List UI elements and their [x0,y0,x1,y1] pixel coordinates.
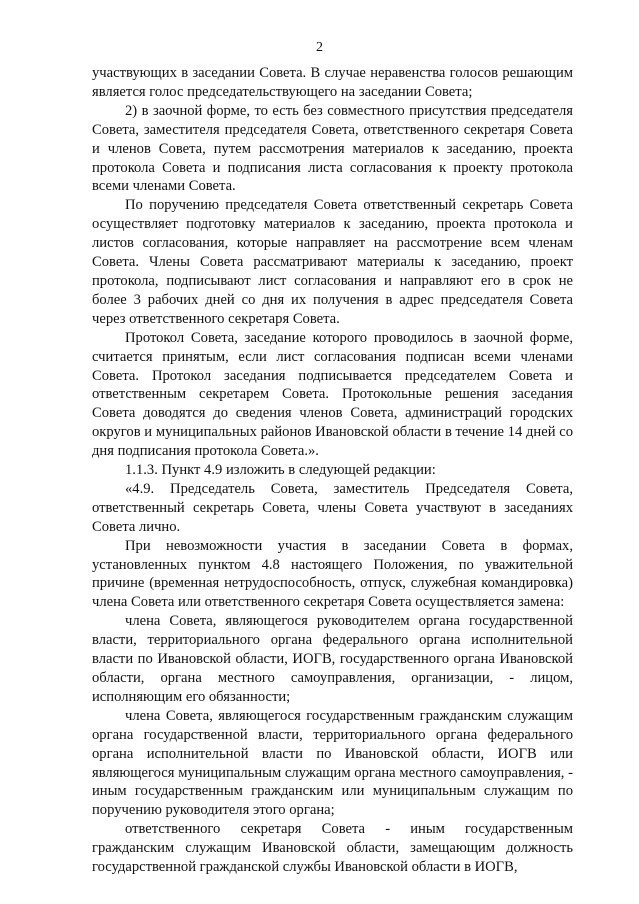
page-number: 2 [316,40,323,55]
paragraph-servant-replacement: члена Совета, являющегося государственным гражданским служащим органа государственной власти, территориального органа федерального органа исполнительной власти по Ивановской области, ИОГВ или являющегося муниципальным служащим органа местного самоуправления, - иным государственным гражданским или муниципальным служащим по поручению руководителя этого органа; [92,707,573,819]
paragraph-replacement-conditions: При невозможности участия в заседании Совета в формах, установленных пунктом 4.8 настоящего Положения, по уважительной причине (временная нетрудоспособность, отпуск, служебная командировка) члена Совета или ответственного секретаря Совета осуществляется замена: [92,537,573,611]
paragraph-secretary-replacement: ответственного секретаря Совета - иным государственным гражданским служащим Ивановской области, замещающим должность государственной гражданской службы Ивановской области в ИОГВ, [92,821,573,876]
paragraph-absentee-form: 2) в заочной форме, то есть без совместного присутствия председателя Совета, заместителя председателя Совета, ответственного секретаря Совета и членов Совета, путем рассмотрения материалов к заседанию, проекта протокола Совета и подписания листа согласования к проекту протокола всеми членами Совета. [92,102,573,195]
document-body [92,64,573,877]
paragraph-head-replacement: члена Совета, являющегося руководителем органа государственной власти, территориального органа федерального органа исполнительной власти по Ивановской области, ИОГВ, государственного органа Ивановской области, органа местного самоуправления, организации, - лицом, исполняющим его обязанности; [92,613,573,705]
paragraph-secretary-preparation: По поручению председателя Совета ответственный секретарь Совета осуществляет подготовку материалов к заседанию, проекта протокола и листов согласования, которые направляет на рассмотрение всем членам Совета. Члены Совета рассматривают материалы к заседанию, проект протокола, подписывают лист согласования и направляют его в срок не более 3 рабочих дней со дня их получения в адрес председателя Совета через ответственного секретаря Совета. [92,197,573,327]
paragraph-protocol-adoption: Протокол Совета, заседание которого проводилось в заочной форме, считается принятым, если лист согласования подписан всеми членами Совета. Протокол заседания подписывается председателем Совета и ответственным секретарем Совета. Протокольные решения заседания Совета доводятся до сведения членов Совета, администраций городских округов и муниципальных районов Ивановской области в течение 14 дней со дня подписания протокола Совета.». [92,329,573,460]
paragraph-continuation: участвующих в заседании Совета. В случае неравенства голосов решающим является голос председательствующего на заседании Совета; [92,65,573,100]
paragraph-item-1-1-3: 1.1.3. Пункт 4.9 изложить в следующей редакции: [125,462,436,479]
paragraph-clause-4-9: «4.9. Председатель Совета, заместитель Председателя Совета, ответственный секретарь Совета, члены Совета участвуют в заседаниях Совета лично. [92,480,573,535]
